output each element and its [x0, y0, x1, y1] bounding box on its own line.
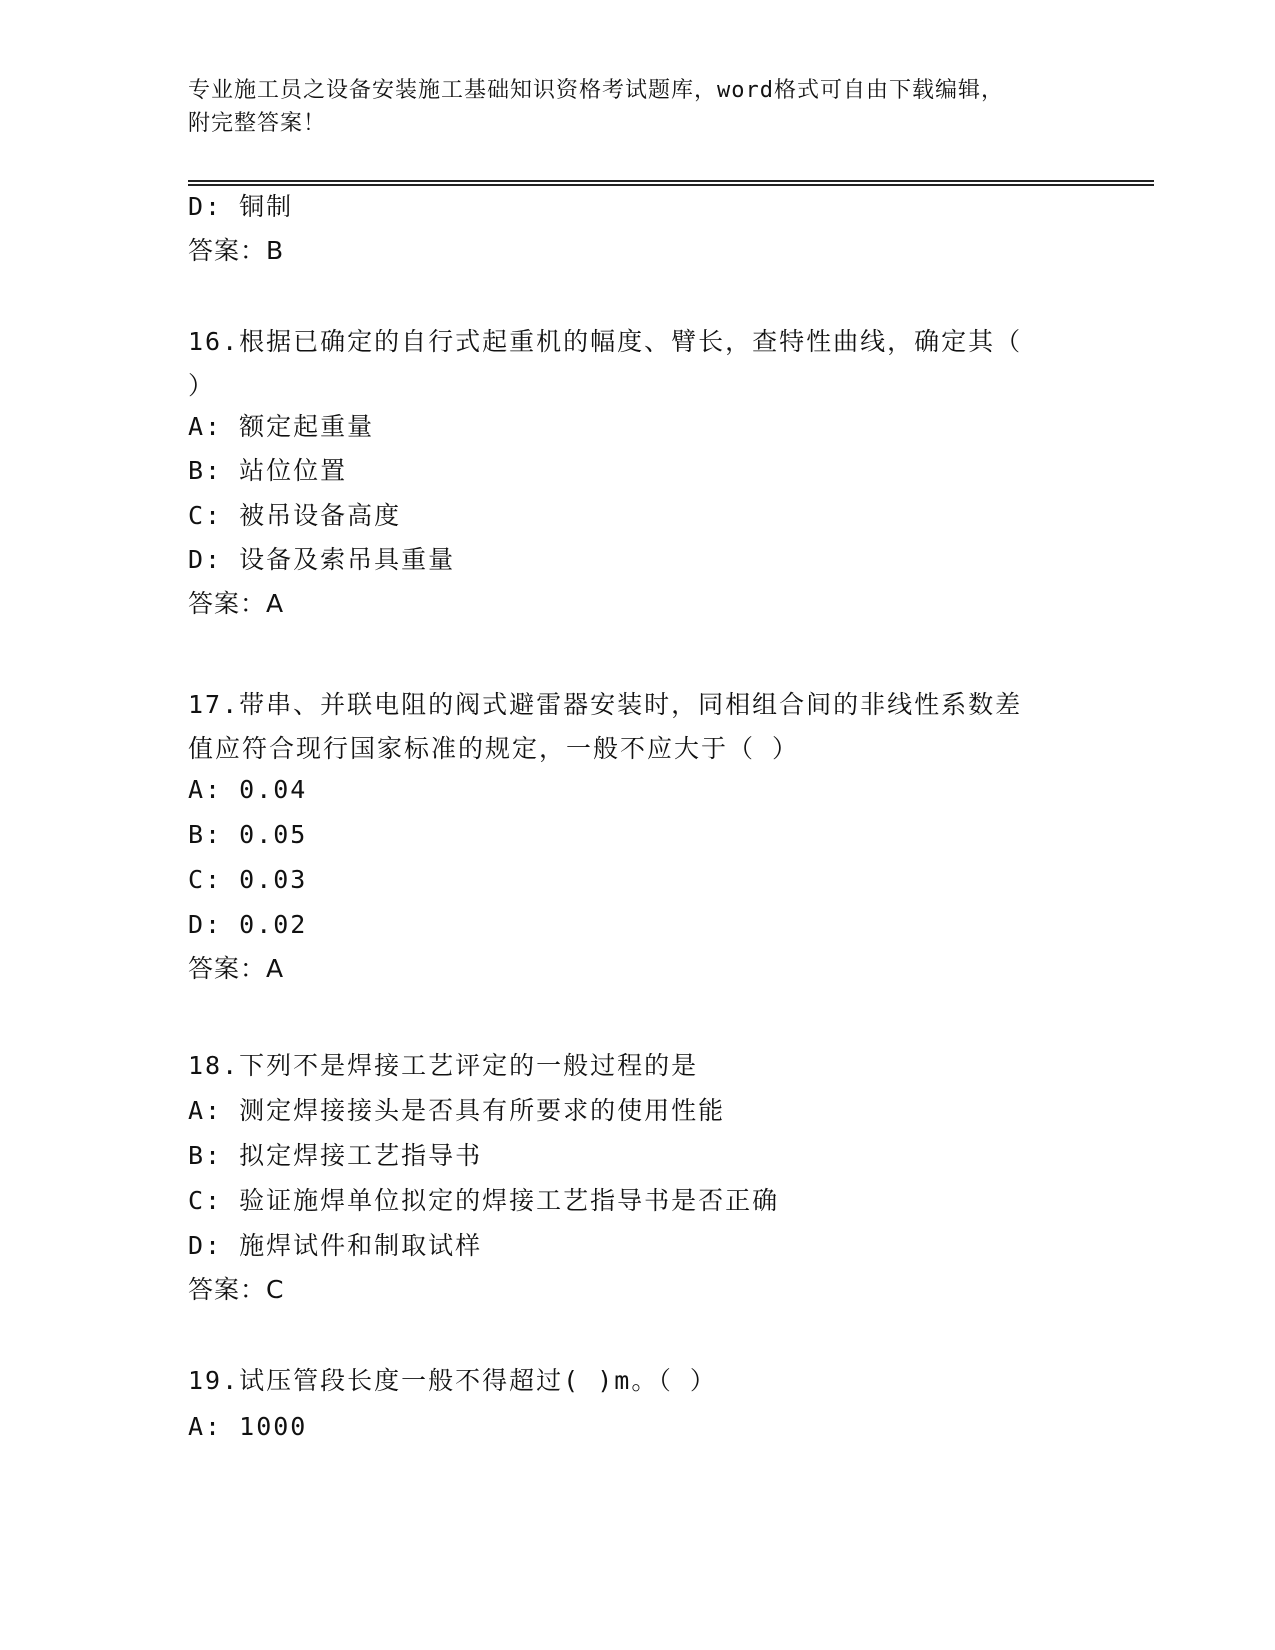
q18-option-c: C: 验证施焊单位拟定的焊接工艺指导书是否正确: [188, 1186, 780, 1215]
q18-option-b: B: 拟定焊接工艺指导书: [188, 1141, 483, 1170]
q15-option-d: D: 铜制: [188, 192, 294, 221]
q17-option-a: A: 0.04: [188, 775, 308, 804]
q19-option-a: A: 1000: [188, 1412, 308, 1441]
q17-option-c: C: 0.03: [188, 865, 308, 894]
q17-option-b: B: 0.05: [188, 820, 308, 849]
q18-option-d: D: 施焊试件和制取试样: [188, 1231, 483, 1260]
q16-option-d: D: 设备及索吊具重量: [188, 545, 456, 574]
q16-question: [188, 320, 1088, 408]
header-title-line1: 专业施工员之设备安装施工基础知识资格考试题库，word格式可自由下载编辑，: [188, 78, 1004, 103]
q17-answer: 答案：A: [188, 954, 285, 983]
q18-answer: 答案：C: [188, 1275, 285, 1304]
q17-question-line2: 值应符合现行国家标准的规定，一般不应大于（ ）: [188, 734, 800, 763]
q17-question: [188, 683, 1088, 771]
q16-option-b: B: 站位位置: [188, 456, 348, 485]
q16-option-c: C: 被吊设备高度: [188, 501, 402, 530]
q16-question-line2: ）: [188, 371, 216, 400]
q17-question-line1: 17.带串、并联电阻的阀式避雷器安装时，同相组合间的非线性系数差: [188, 690, 1023, 719]
header-divider-bottom: [188, 184, 1154, 186]
q16-question-line1: 16.根据已确定的自行式起重机的幅度、臂长，查特性曲线，确定其（: [188, 327, 1023, 356]
q19-question: 19.试压管段长度一般不得超过( )m。（ ）: [188, 1366, 717, 1395]
document-header: [188, 74, 1068, 140]
q17-option-d: D: 0.02: [188, 910, 308, 939]
header-divider-top: [188, 180, 1154, 182]
q16-option-a: A: 额定起重量: [188, 412, 375, 441]
q18-option-a: A: 测定焊接接头是否具有所要求的使用性能: [188, 1096, 726, 1125]
q16-answer: 答案：A: [188, 589, 285, 618]
header-title-line2: 附完整答案！: [188, 111, 327, 136]
q18-question: 18.下列不是焊接工艺评定的一般过程的是: [188, 1051, 699, 1080]
q15-answer: 答案：B: [188, 236, 285, 265]
